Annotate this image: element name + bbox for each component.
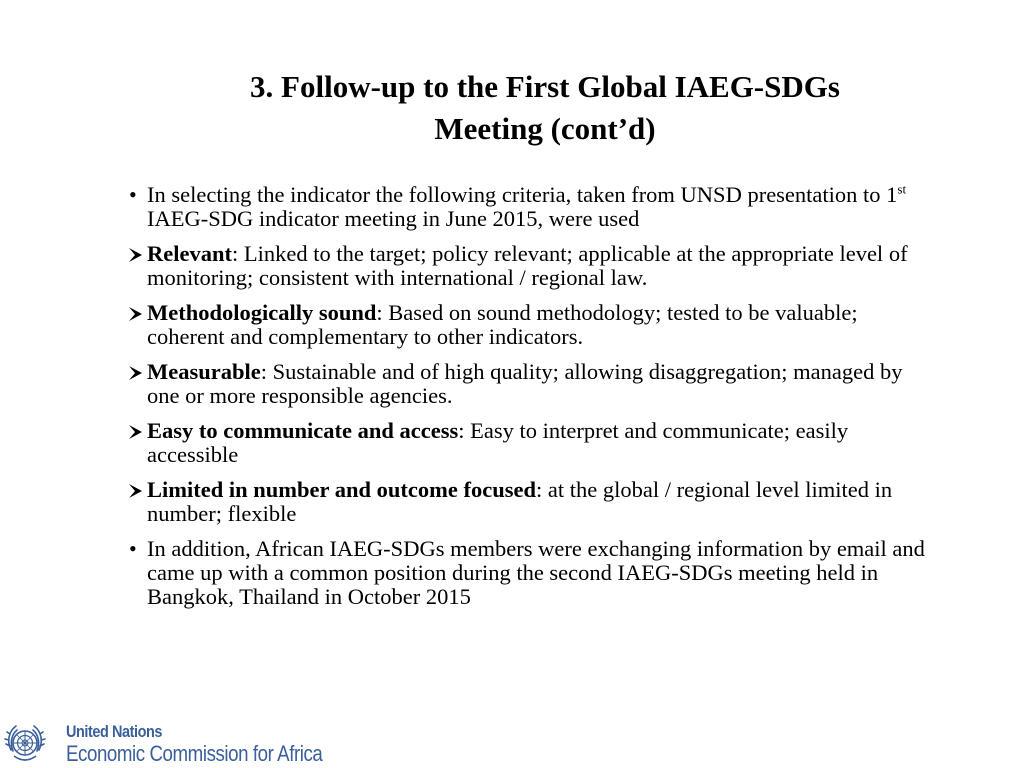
list-item-methodologically-sound (128, 301, 928, 349)
list-item-easy-to-communicate (128, 419, 928, 467)
criterion-term: Methodologically sound (147, 300, 377, 325)
bullet-dot-icon: • (129, 536, 137, 561)
bullet-dot-icon: • (129, 182, 137, 207)
list-item-measurable (128, 360, 928, 408)
arrow-bullet-icon (128, 242, 146, 263)
ordinal-suffix: st (897, 181, 907, 197)
title-line-2: Meeting (cont’d) (434, 111, 656, 146)
list-item-criteria-intro (128, 183, 928, 231)
item-text: In addition, African IAEG-SDGs members were exchanging information by email and came up with a common position during the second IAEG-SDGs meeting held in Bangkok, Thailand in October 2015 (147, 536, 925, 609)
organization-name (66, 722, 368, 766)
criterion-term: Measurable (147, 359, 261, 384)
criterion-description: : at the global / regional level limited in number; flexible (147, 477, 893, 526)
title-line-1: 3. Follow-up to the First Global IAEG-SDGs (250, 69, 840, 104)
bullet-list (128, 183, 928, 620)
arrow-bullet-icon (128, 419, 146, 440)
criterion-description: : Linked to the target; policy relevant; applicable at the appropriate level of monitoring; consistent with international / regional law. (147, 241, 908, 290)
org-name-line-2: Economic Commission for Africa (66, 741, 323, 766)
criterion-description: : Based on sound methodology; tested to be valuable; coherent and complementary to other indicators. (147, 300, 858, 349)
list-item-african-position (128, 537, 928, 609)
criterion-term: Relevant (147, 241, 232, 266)
org-name-line-1: United Nations (66, 722, 163, 741)
arrow-bullet-icon (128, 478, 146, 499)
arrow-bullet-icon (128, 360, 146, 381)
criterion-description: : Easy to interpret and communicate; easily accessible (147, 418, 849, 467)
list-item-limited-in-number (128, 478, 928, 526)
list-item-relevant (128, 242, 928, 290)
item-text-cont: IAEG-SDG indicator meeting in June 2015, were used (147, 206, 640, 231)
criterion-description: : Sustainable and of high quality; allowing disaggregation; managed by one or more responsible agencies. (147, 359, 903, 408)
footer-logo (0, 716, 420, 768)
slide-title (150, 66, 940, 150)
criterion-term: Limited in number and outcome focused (147, 477, 536, 502)
item-text: In selecting the indicator the following criteria, taken from UNSD presentation to 1 (147, 182, 898, 207)
un-emblem-icon (2, 720, 48, 766)
arrow-bullet-icon (128, 301, 146, 322)
criterion-term: Easy to communicate and access (147, 418, 459, 443)
